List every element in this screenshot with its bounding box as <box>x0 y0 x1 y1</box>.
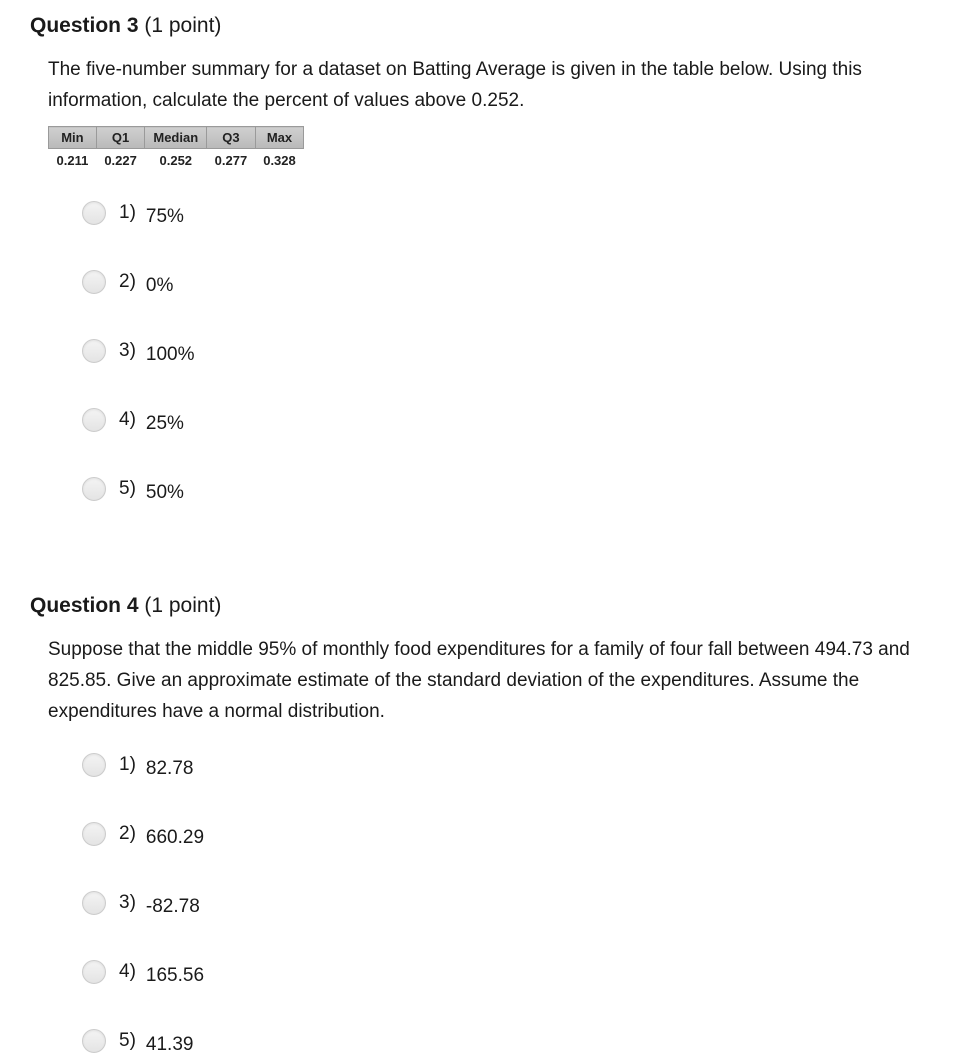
radio-button[interactable] <box>82 960 106 984</box>
question-heading <box>30 14 959 38</box>
option-number: 2) <box>119 823 136 844</box>
table-value-cell: 0.252 <box>145 149 207 172</box>
option-number: 3) <box>119 892 136 913</box>
option-number: 4) <box>119 961 136 982</box>
radio-button[interactable] <box>82 408 106 432</box>
option-label: 75% <box>145 206 184 227</box>
option-label: 100% <box>145 344 195 365</box>
radio-button[interactable] <box>82 201 106 225</box>
option-number: 5) <box>119 478 136 499</box>
question-body: Suppose that the middle 95% of monthly food expenditures for a family of four fall between 494.73 and 825.85. Give an approximate estimate of the standard deviation of the expenditures. Assume the expenditures have a normal distribution. <box>48 639 910 722</box>
radio-button[interactable] <box>82 1029 106 1053</box>
option-number: 3) <box>119 340 136 361</box>
five-number-summary-table <box>48 126 304 171</box>
answer-option[interactable] <box>82 1029 959 1057</box>
option-number: 5) <box>119 1030 136 1051</box>
question-divider-gap <box>30 546 959 590</box>
radio-button[interactable] <box>82 270 106 294</box>
option-label: 165.56 <box>145 965 205 986</box>
option-number: 2) <box>119 271 136 292</box>
table-value-cell: 0.211 <box>49 149 97 172</box>
answer-option[interactable] <box>82 891 959 919</box>
option-label: 25% <box>145 413 184 434</box>
radio-button[interactable] <box>82 477 106 501</box>
table-header-cell: Max <box>255 127 304 149</box>
question-points-value: (1 point) <box>144 594 222 617</box>
option-label: 660.29 <box>145 827 205 848</box>
question-title: Question 3 <box>30 14 139 37</box>
question-4 <box>30 594 959 1057</box>
question-3 <box>30 14 959 505</box>
answer-option[interactable] <box>82 201 959 229</box>
answer-option[interactable] <box>82 477 959 505</box>
table-header-row <box>49 127 304 149</box>
radio-button[interactable] <box>82 891 106 915</box>
answer-option[interactable] <box>82 822 959 850</box>
option-label: 41.39 <box>145 1034 194 1055</box>
table-header-cell: Min <box>49 127 97 149</box>
radio-button[interactable] <box>82 339 106 363</box>
option-number: 4) <box>119 409 136 430</box>
table-header-cell: Q1 <box>96 127 145 149</box>
answer-option[interactable] <box>82 753 959 781</box>
answer-option[interactable] <box>82 339 959 367</box>
answer-options <box>82 753 959 1057</box>
answer-option[interactable] <box>82 408 959 436</box>
answer-options <box>82 201 959 505</box>
table-header-cell: Q3 <box>207 127 256 149</box>
answer-option[interactable] <box>82 270 959 298</box>
table-value-cell: 0.227 <box>96 149 145 172</box>
table-value-row <box>49 149 304 172</box>
option-label: -82.78 <box>145 896 200 917</box>
option-label: 0% <box>145 275 174 296</box>
radio-button[interactable] <box>82 822 106 846</box>
option-number: 1) <box>119 202 136 223</box>
table-value-cell: 0.277 <box>207 149 256 172</box>
option-label: 82.78 <box>145 758 194 779</box>
table-value-cell: 0.328 <box>255 149 304 172</box>
radio-button[interactable] <box>82 753 106 777</box>
question-body: The five-number summary for a dataset on Batting Average is given in the table below. Using this information, calculate the percent of values above 0.252. <box>48 59 862 111</box>
option-label: 50% <box>145 482 184 503</box>
table-header-cell: Median <box>145 127 207 149</box>
question-heading <box>30 594 959 618</box>
question-title: Question 4 <box>30 594 139 617</box>
question-points-value: (1 point) <box>144 14 222 37</box>
option-number: 1) <box>119 754 136 775</box>
answer-option[interactable] <box>82 960 959 988</box>
